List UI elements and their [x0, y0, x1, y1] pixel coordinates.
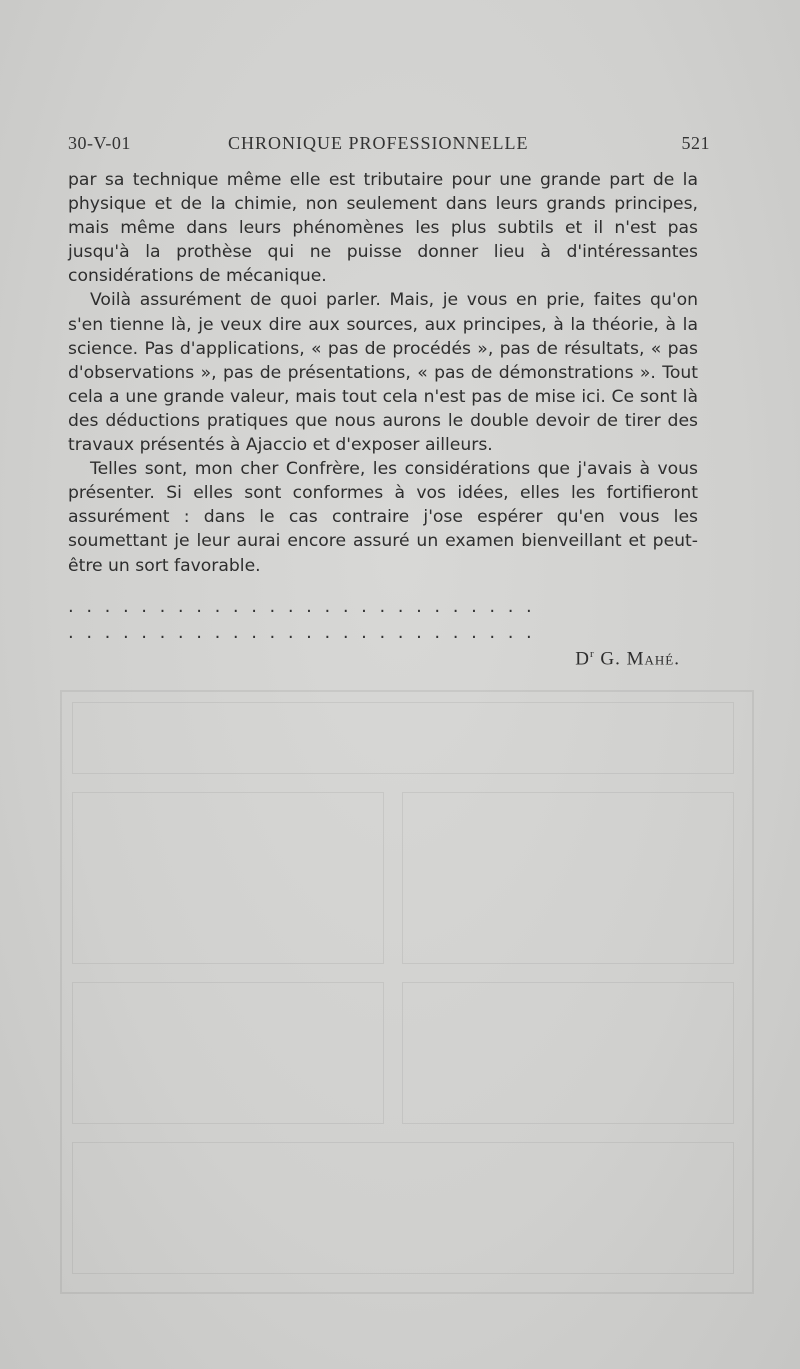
paragraph: par sa technique même elle est tributaire pour une grande part de la physique et de la chimie, non seulement dans leurs grands principes, mais même dans leurs phénomènes les plus subtils et il n'est pas jusqu'à la prothèse qui ne puisse donner lieu à d'intéressantes considérations de mécanique. [68, 170, 698, 287]
page-number: 521 [681, 133, 710, 153]
dotted-separator: .......................... [68, 622, 545, 642]
paragraph: Telles sont, mon cher Confrère, les considérations que j'avais à vous présenter. Si elles sont conformes à vos idées, elles les fortifieront assurément : dans le cas contraire j'ose espérer qu'en vous les soumettant je leur aurai encore assuré un examen bienveillant et peut-être un sort favorable. [68, 459, 698, 576]
header-title: CHRONIQUE PROFESSIONNELLE [228, 133, 529, 153]
body-text [68, 168, 698, 578]
dotted-separator: .......................... [68, 596, 545, 616]
header-date: 30-V-01 [68, 133, 131, 153]
paragraph: Voilà assurément de quoi parler. Mais, je vous en prie, faites qu'on s'en tienne là, je veux dire aux sources, aux principes, à la théorie, à la science. Pas d'applications, « pas de procédés », pas de résultats, « pas d'observations », pas de présentations, « pas de démonstrations ». Tout cela a une grande valeur, mais tout cela n'est pas de mise ici. Ce sont là des déductions pratiques que nous aurons le double devoir de tirer des travaux présentés à Ajaccio et d'exposer ailleurs. [68, 290, 698, 456]
signature-title-sup: r [589, 648, 595, 660]
signature-name: G. Mahé. [600, 648, 680, 670]
signature [575, 648, 680, 670]
bleed-through-advertisement [60, 690, 754, 1294]
signature-title: D [575, 648, 590, 670]
running-head [68, 133, 710, 159]
